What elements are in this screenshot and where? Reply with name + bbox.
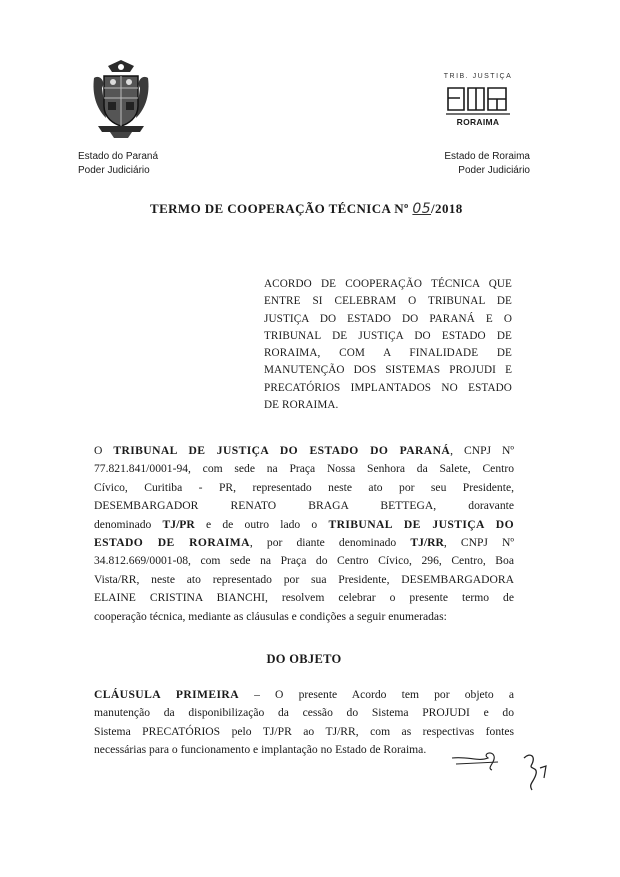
paragraph-line: [94, 442, 514, 460]
tjpr-name: TRIBUNAL DE JUSTIÇA DO ESTADO DO PARANÁ: [113, 444, 451, 457]
handwritten-initials: [448, 744, 568, 804]
paragraph-line: cooperação técnica, mediante as cláusulas e condições a seguir enumeradas:: [94, 609, 447, 623]
header-right: [420, 150, 530, 178]
paragraph-line: Vista/RR, neste ato representado por sua Presidente, DESEMBARGADORA: [94, 572, 514, 586]
text: O: [94, 444, 114, 457]
text: – O presente Acordo tem por objeto a: [238, 688, 514, 701]
text: , CNPJ Nº: [443, 536, 514, 550]
title-number-handwritten: 05: [412, 201, 432, 217]
tjrr-name-part2: ESTADO DE RORAIMA: [94, 536, 250, 550]
summary-line: JUSTIÇA DO ESTADO DO PARANÁ E O: [264, 312, 512, 325]
paragraph-line: [94, 534, 514, 552]
paragraph-line: necessárias para o funcionamento e implantação no Estado de Roraima.: [94, 743, 427, 757]
svg-text:TRIB. JUSTIÇA: TRIB. JUSTIÇA: [443, 73, 513, 80]
paragraph-line: Sistema PRECATÓRIOS pelo TJ/PR ao TJ/RR, com as respectivas fontes: [94, 724, 514, 738]
clause-label: CLÁUSULA PRIMEIRA: [94, 688, 239, 701]
tjrr-name-part1: TRIBUNAL DE JUSTIÇA DO: [328, 517, 514, 531]
summary-line: RORAIMA, COM A FINALIDADE DE: [264, 347, 512, 360]
state-name-parana: Estado do Paraná: [78, 151, 159, 162]
tjrr-abbrev: TJ/RR: [410, 536, 444, 550]
title-year: /2018: [431, 201, 463, 216]
judiciary-label-right: Poder Judiciário: [458, 165, 530, 176]
text: , CNPJ Nº: [450, 444, 515, 457]
paragraph-line: [94, 686, 514, 704]
roraima-seal-label: RORAIMA: [456, 117, 500, 127]
judiciary-label-left: Poder Judiciário: [78, 165, 150, 176]
paragraph-line: 34.812.669/0001-08, com sede na Praça do Centro Cívico, 296, Centro, Boa: [94, 554, 514, 568]
text: , por diante denominado: [249, 536, 411, 550]
parana-coat-of-arms: [88, 58, 154, 140]
paragraph-line: Cívico, Curitiba - PR, representado neste ato por seu Presidente,: [94, 480, 514, 494]
summary-line: PRECATÓRIOS IMPLANTADOS NO ESTADO: [264, 381, 512, 394]
text: denominado: [94, 517, 163, 531]
paragraph-line: manutenção da disponibilização da cessão do Sistema PROJUDI e do: [94, 706, 514, 720]
paragraph-line: DESEMBARGADOR RENATO BRAGA BETTEGA, doravante: [94, 499, 514, 513]
paragraph-line: ELAINE CRISTINA BIANCHI, resolvem celebrar o presente termo de: [94, 591, 514, 605]
header-left: [78, 150, 198, 178]
summary-line: ACORDO DE COOPERAÇÃO TÉCNICA QUE: [264, 278, 512, 290]
tjpr-abbrev: TJ/PR: [162, 517, 195, 531]
paragraph-line: 77.821.841/0001-94, com sede na Praça Nossa Senhora da Salete, Centro: [94, 462, 514, 476]
text: e de outro lado o: [194, 517, 329, 531]
state-name-roraima: Estado de Roraima: [444, 151, 530, 162]
section-heading: DO OBJETO: [266, 652, 342, 666]
document-title: [150, 201, 463, 217]
summary-line: MANUTENÇÃO DOS SISTEMAS PROJUDI E: [264, 364, 512, 377]
parties-paragraph: [94, 442, 514, 626]
paragraph-line: [94, 516, 514, 534]
summary-line: ENTRE SI CELEBRAM O TRIBUNAL DE: [264, 295, 512, 308]
summary-block: [264, 276, 512, 414]
title-prefix: TERMO DE COOPERAÇÃO TÉCNICA Nº: [150, 201, 409, 216]
summary-line: TRIBUNAL DE JUSTIÇA DO ESTADO DE: [264, 329, 512, 342]
summary-line: DE RORAIMA.: [264, 399, 339, 412]
